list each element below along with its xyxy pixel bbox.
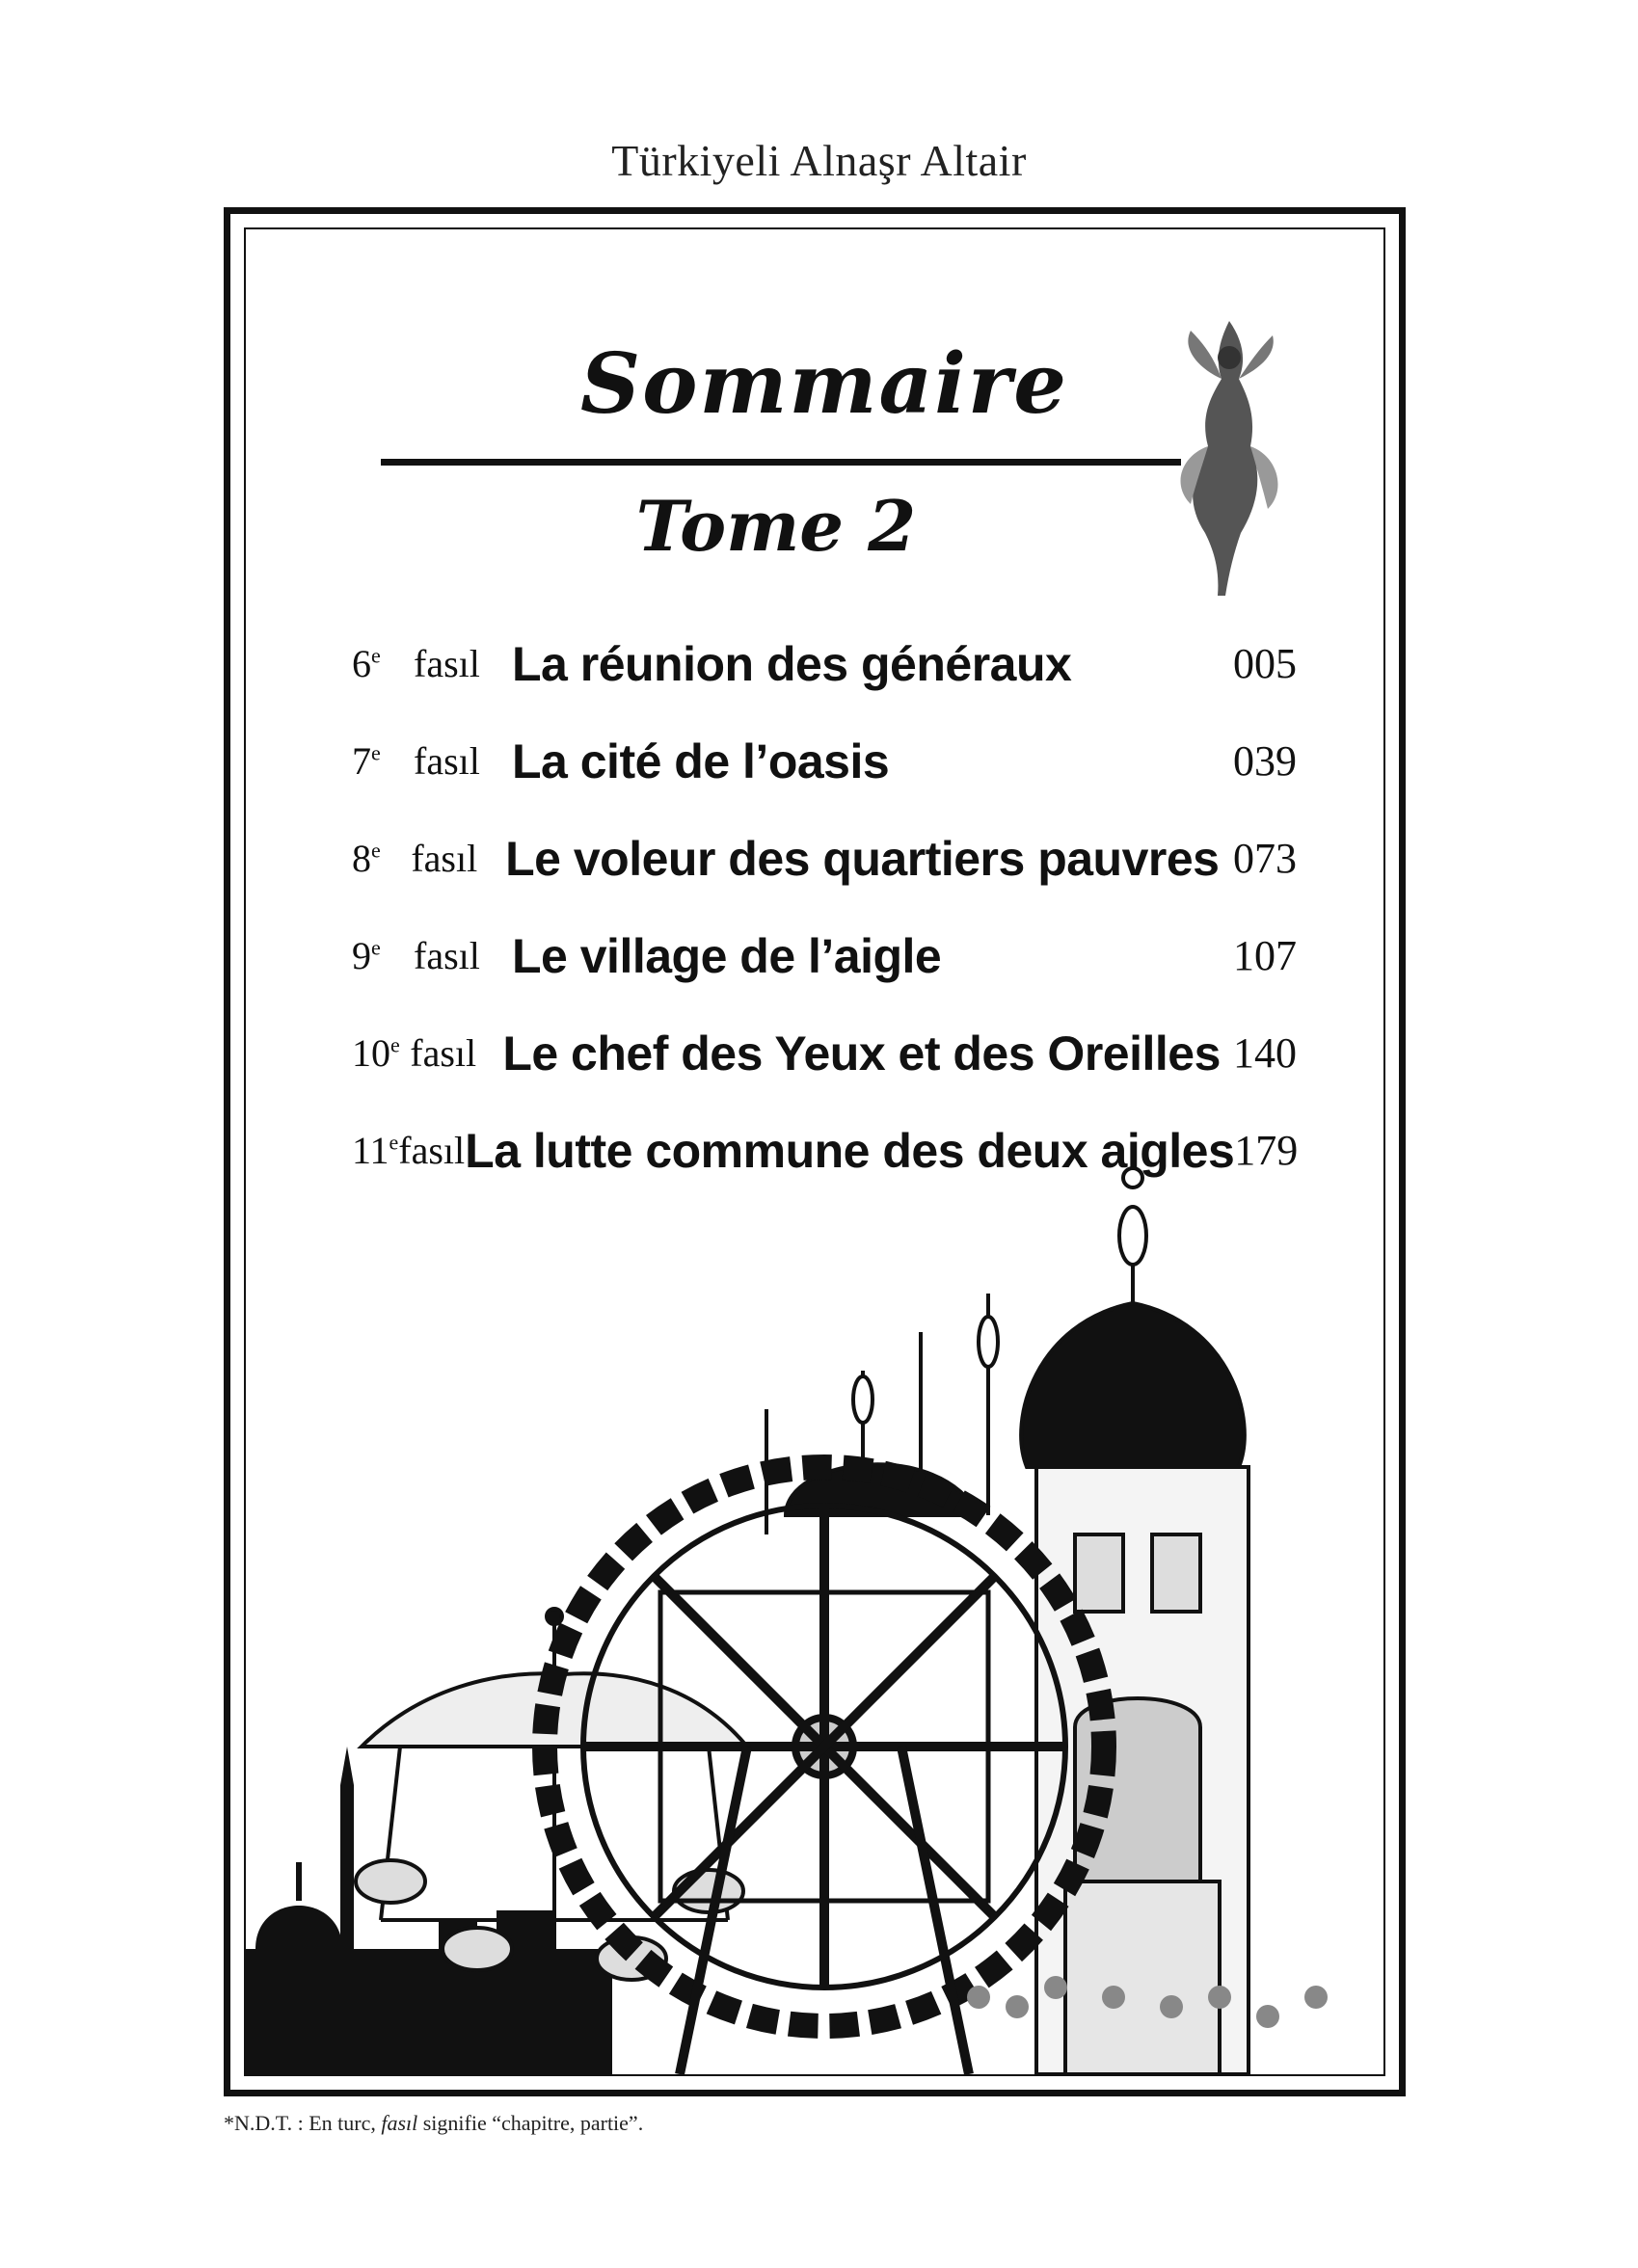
- table-of-contents: [352, 615, 1297, 1199]
- dancer-illustration: [1162, 311, 1297, 600]
- chapter-title: Le voleur des quartiers pauvres: [505, 831, 1220, 886]
- toc-entry[interactable]: [352, 615, 1297, 712]
- toc-entry[interactable]: [352, 907, 1297, 1004]
- chapter-unit: fasıl: [414, 642, 480, 685]
- toc-entry[interactable]: [352, 810, 1297, 907]
- chapter-number: 11e: [352, 1129, 399, 1172]
- contents-heading: Sommaire: [580, 335, 1068, 433]
- toc-entry[interactable]: [352, 1004, 1297, 1102]
- chapter-page: 005: [1233, 640, 1297, 687]
- chapter-title: Le chef des Yeux et des Oreilles: [502, 1026, 1221, 1081]
- chapter-number: 10e: [352, 1031, 400, 1075]
- chapter-number: 6e: [352, 642, 381, 685]
- contents-frame: [224, 207, 1406, 2096]
- chapter-page: 107: [1233, 932, 1297, 979]
- chapter-unit: fasıl: [414, 739, 480, 783]
- ferris-wheel: [545, 1467, 1104, 2074]
- chapter-number: 8e: [352, 837, 381, 880]
- contents-frame-inner: [244, 227, 1385, 2076]
- chapter-page: 179: [1234, 1127, 1299, 1174]
- ferris-wheel-palace-illustration: [246, 1149, 1385, 2074]
- chapter-unit: fasıl: [410, 1031, 477, 1075]
- chapter-title: La cité de l’oasis: [512, 734, 890, 788]
- series-title: Türkiyeli Alnaşr Altair: [611, 136, 1027, 185]
- palace: [766, 1168, 1249, 2074]
- chapter-unit: fasıl: [411, 837, 478, 880]
- heading-divider: [381, 459, 1181, 466]
- chapter-page: 073: [1232, 835, 1297, 882]
- chapter-unit: fasıl: [414, 934, 480, 977]
- chapter-title: La lutte commune des deux aigles: [465, 1123, 1235, 1178]
- chapter-page: 140: [1233, 1029, 1297, 1077]
- chapter-title: La réunion des généraux: [512, 636, 1072, 691]
- chapter-number: 7e: [352, 739, 381, 783]
- volume-label: Tome 2: [635, 485, 917, 567]
- chapter-title: Le village de l’aigle: [512, 928, 942, 983]
- toc-entry[interactable]: [352, 712, 1297, 810]
- chapter-page: 039: [1233, 737, 1297, 785]
- chapter-unit: fasıl: [398, 1129, 466, 1172]
- chapter-number: 9e: [352, 934, 381, 977]
- translator-footnote: *N.D.T. : En turc, fasıl signifie “chapitre, partie”.: [224, 2111, 644, 2135]
